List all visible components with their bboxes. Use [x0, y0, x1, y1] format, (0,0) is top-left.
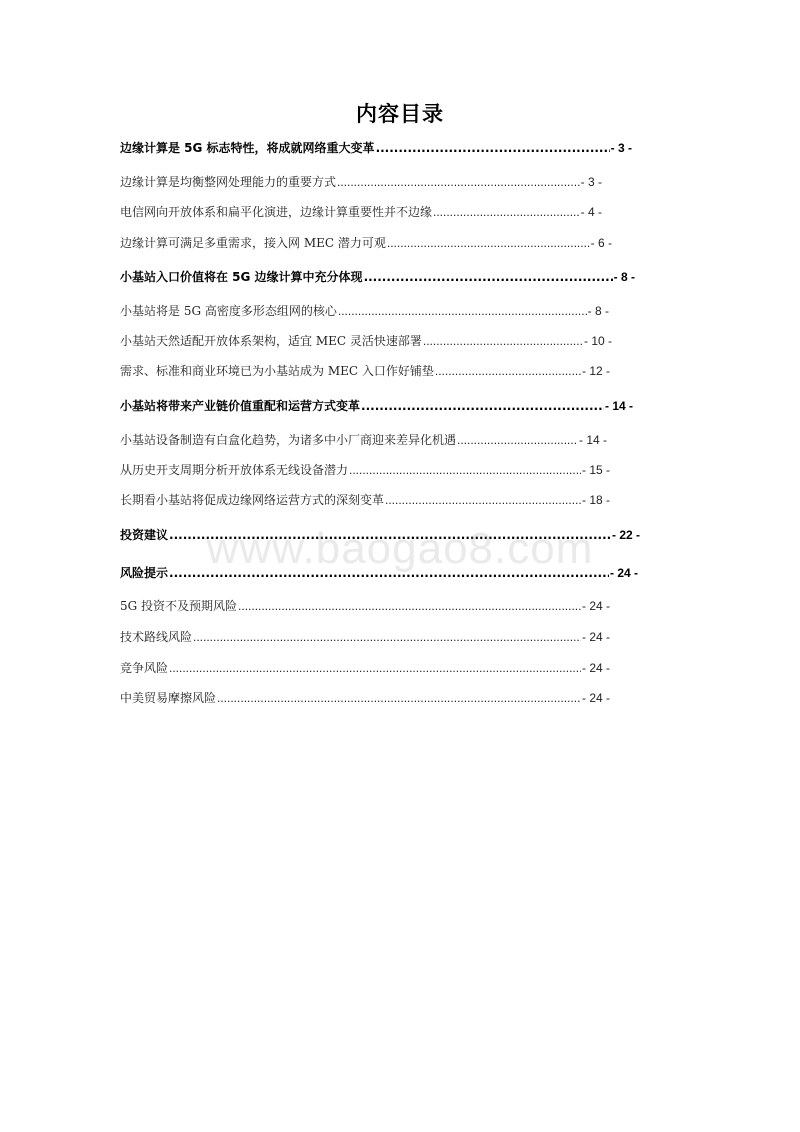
toc-entry-page: - 12 - — [581, 364, 610, 378]
toc-entry-label: 小基站天然适配开放体系架构，适宜 MEC 灵活快速部署 — [120, 334, 422, 348]
toc-entry-page: - 4 - — [580, 205, 602, 219]
dot-leader — [193, 628, 581, 646]
toc-entry-page: - 24 - — [581, 599, 610, 613]
toc-entry-label: 中美贸易摩擦风险 — [120, 691, 217, 705]
toc-entry-page: - 14 - — [604, 399, 633, 413]
toc-entry-page: - 3 - — [580, 175, 602, 189]
toc-entry-5[interactable] — [120, 268, 635, 286]
toc-entry-label: 小基站将是 5G 高密度多形态组网的核心 — [120, 304, 337, 318]
toc-entry-label: 小基站将带来产业链价值重配和运营方式变革 — [120, 399, 361, 413]
dot-leader — [423, 332, 583, 350]
toc-entry-page: - 6 - — [590, 236, 612, 250]
dot-leader — [217, 689, 581, 707]
dot-leader — [169, 659, 581, 677]
toc-entry-7[interactable] — [120, 332, 612, 350]
dot-leader — [349, 461, 581, 479]
toc-entry-17[interactable] — [120, 659, 610, 677]
toc-entry-18[interactable] — [120, 689, 610, 707]
toc-entry-page: - 8 - — [587, 304, 609, 318]
toc-entry-page: - 18 - — [581, 493, 610, 507]
toc-entry-10[interactable] — [120, 431, 607, 449]
toc-entry-9[interactable] — [120, 397, 633, 415]
toc-entry-page: - 15 - — [581, 463, 610, 477]
toc-entry-page: - 14 - — [578, 433, 607, 447]
toc-entry-page: - 10 - — [583, 334, 612, 348]
toc-entry-label: 风险提示 — [120, 566, 169, 580]
toc-entry-label: 长期看小基站将促成边缘网络运营方式的深刻变革 — [120, 493, 385, 507]
toc-entry-label: 边缘计算是均衡整网处理能力的重要方式 — [120, 175, 337, 189]
toc-entry-label: 竞争风险 — [120, 661, 169, 675]
toc-entry-15[interactable] — [120, 597, 610, 615]
toc-entry-page: - 24 - — [609, 566, 638, 580]
toc-entry-page: - 8 - — [613, 270, 635, 284]
dot-leader — [338, 302, 587, 320]
toc-entry-6[interactable] — [120, 302, 609, 320]
toc-entry-13[interactable] — [120, 526, 640, 544]
dot-leader — [238, 597, 581, 615]
toc-entry-label: 小基站入口价值将在 5G 边缘计算中充分体现 — [120, 270, 363, 284]
toc-entry-label: 投资建议 — [120, 528, 169, 542]
toc-entry-label: 边缘计算是 5G 标志特性，将成就网络重大变革 — [120, 141, 375, 155]
toc-entry-label: 边缘计算可满足多重需求，接入网 MEC 潜力可观 — [120, 236, 386, 250]
dot-leader — [361, 397, 604, 415]
watermark: www.baogao8.com — [206, 524, 594, 573]
toc-entry-8[interactable] — [120, 362, 610, 380]
toc-entry-label: 电信网向开放体系和扁平化演进，边缘计算重要性并不边缘 — [120, 205, 433, 219]
toc-entry-label: 技术路线风险 — [120, 630, 193, 644]
toc-entry-page: - 22 - — [611, 528, 640, 542]
toc-entry-1[interactable] — [120, 139, 632, 157]
dot-leader — [169, 564, 609, 582]
toc-entry-11[interactable] — [120, 461, 610, 479]
toc-entry-label: 从历史开支周期分析开放体系无线设备潜力 — [120, 463, 349, 477]
toc-entry-label: 5G 投资不及预期风险 — [120, 599, 238, 613]
dot-leader — [385, 491, 581, 509]
toc-entry-3[interactable] — [120, 203, 602, 221]
dot-leader — [457, 431, 578, 449]
toc-entry-16[interactable] — [120, 628, 610, 646]
toc-entry-4[interactable] — [120, 234, 612, 252]
toc-entry-14[interactable] — [120, 564, 638, 582]
dot-leader — [337, 173, 580, 191]
dot-leader — [376, 139, 610, 157]
toc-entry-page: - 24 - — [581, 691, 610, 705]
toc-title: 内容目录 — [356, 102, 444, 126]
dot-leader — [433, 203, 580, 221]
toc-entry-label: 需求、标准和商业环境已为小基站成为 MEC 入口作好铺垫 — [120, 364, 434, 378]
toc-entry-label: 小基站设备制造有白盒化趋势，为诸多中小厂商迎来差异化机遇 — [120, 433, 457, 447]
toc-entry-12[interactable] — [120, 491, 610, 509]
dot-leader — [387, 234, 590, 252]
toc-entry-page: - 24 - — [581, 661, 610, 675]
dot-leader — [364, 268, 613, 286]
toc-entry-page: - 3 - — [610, 141, 632, 155]
toc-entry-2[interactable] — [120, 173, 602, 191]
toc-entry-page: - 24 - — [581, 630, 610, 644]
dot-leader — [169, 526, 611, 544]
dot-leader — [435, 362, 581, 380]
